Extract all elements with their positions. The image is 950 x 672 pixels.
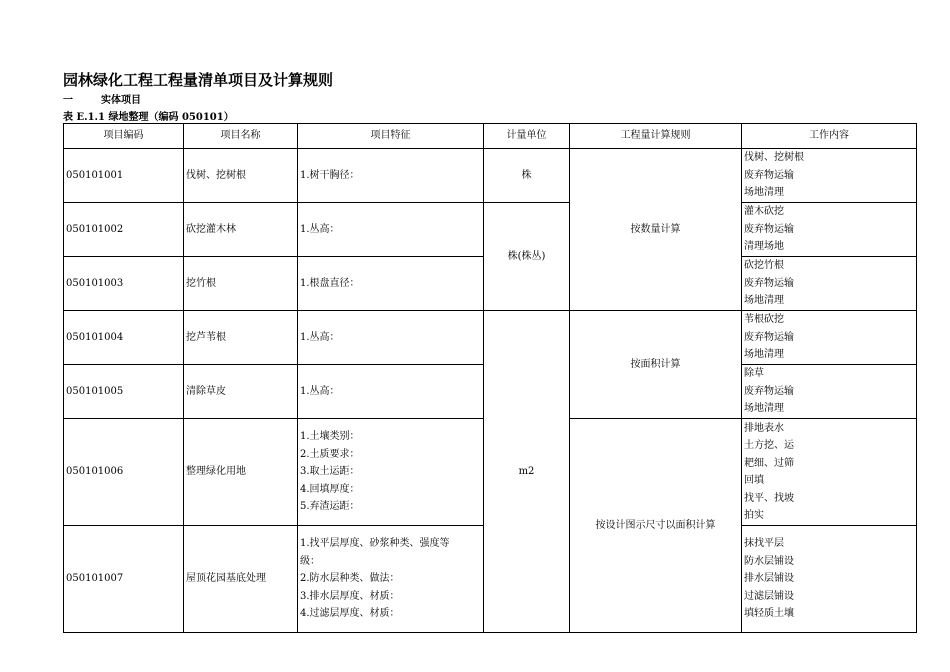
unit-cell: m2 bbox=[484, 311, 570, 633]
item-name: 砍挖灌木林 bbox=[184, 203, 298, 257]
item-code: 050101004 bbox=[64, 311, 184, 365]
item-code: 050101006 bbox=[64, 419, 184, 526]
item-code: 050101001 bbox=[64, 149, 184, 203]
section-number: 一 bbox=[63, 95, 73, 106]
item-code: 050101005 bbox=[64, 365, 184, 419]
page-title: 园林绿化工程工程量清单项目及计算规则 bbox=[63, 71, 334, 89]
item-features: 1.找平层厚度、砂浆种类、强度等 级： 2.防水层种类、做法： 3.排水层厚度、材质： 4.过滤层厚度、材质： bbox=[298, 526, 484, 633]
item-code: 050101007 bbox=[64, 526, 184, 633]
item-name: 挖竹根 bbox=[184, 257, 298, 311]
item-features: 1.丛高： bbox=[298, 311, 484, 365]
unit-cell: 株(株丛) bbox=[484, 203, 570, 311]
table-row bbox=[64, 311, 917, 365]
col-header-rule: 工程量计算规则 bbox=[570, 124, 742, 149]
work-content: 砍挖竹根 废弃物运输 场地清理 bbox=[742, 257, 917, 311]
table-header-row bbox=[64, 124, 917, 149]
item-name: 整理绿化用地 bbox=[184, 419, 298, 526]
col-header-name: 项目名称 bbox=[184, 124, 298, 149]
item-features: 1.丛高： bbox=[298, 365, 484, 419]
work-content: 抹找平层 防水层铺设 排水层铺设 过滤层铺设 填轻质土壤 bbox=[742, 526, 917, 633]
rule-cell: 按数量计算 bbox=[570, 149, 742, 311]
item-code: 050101002 bbox=[64, 203, 184, 257]
item-features: 1.土壤类别： 2.土质要求： 3.取土运距： 4.回填厚度： 5.弃渣运距： bbox=[298, 419, 484, 526]
work-content: 除草 废弃物运输 场地清理 bbox=[742, 365, 917, 419]
work-content: 灌木砍挖 废弃物运输 清理场地 bbox=[742, 203, 917, 257]
rule-cell: 按设计图示尺寸以面积计算 bbox=[570, 419, 742, 633]
item-features: 1.树干胸径： bbox=[298, 149, 484, 203]
item-name: 清除草皮 bbox=[184, 365, 298, 419]
bill-table bbox=[63, 123, 917, 633]
rule-cell: 按面积计算 bbox=[570, 311, 742, 419]
item-name: 屋顶花园基底处理 bbox=[184, 526, 298, 633]
work-content: 苇根砍挖 废弃物运输 场地清理 bbox=[742, 311, 917, 365]
table-row bbox=[64, 203, 917, 257]
item-features: 1.丛高： bbox=[298, 203, 484, 257]
section-heading bbox=[63, 91, 141, 106]
item-name: 挖芦苇根 bbox=[184, 311, 298, 365]
item-code: 050101003 bbox=[64, 257, 184, 311]
unit-cell: 株 bbox=[484, 149, 570, 203]
col-header-features: 项目特征 bbox=[298, 124, 484, 149]
col-header-unit: 计量单位 bbox=[484, 124, 570, 149]
item-name: 伐树、挖树根 bbox=[184, 149, 298, 203]
section-label: 实体项目 bbox=[101, 95, 141, 106]
col-header-code: 项目编码 bbox=[64, 124, 184, 149]
work-content: 伐树、挖树根 废弃物运输 场地清理 bbox=[742, 149, 917, 203]
col-header-work: 工作内容 bbox=[742, 124, 917, 149]
work-content: 排地表水 土方挖、运 耙细、过筛 回填 找平、找坡 拍实 bbox=[742, 419, 917, 526]
item-features: 1.根盘直径： bbox=[298, 257, 484, 311]
table-title: 表 E.1.1 绿地整理（编码 050101） bbox=[63, 112, 234, 123]
table-row bbox=[64, 149, 917, 203]
